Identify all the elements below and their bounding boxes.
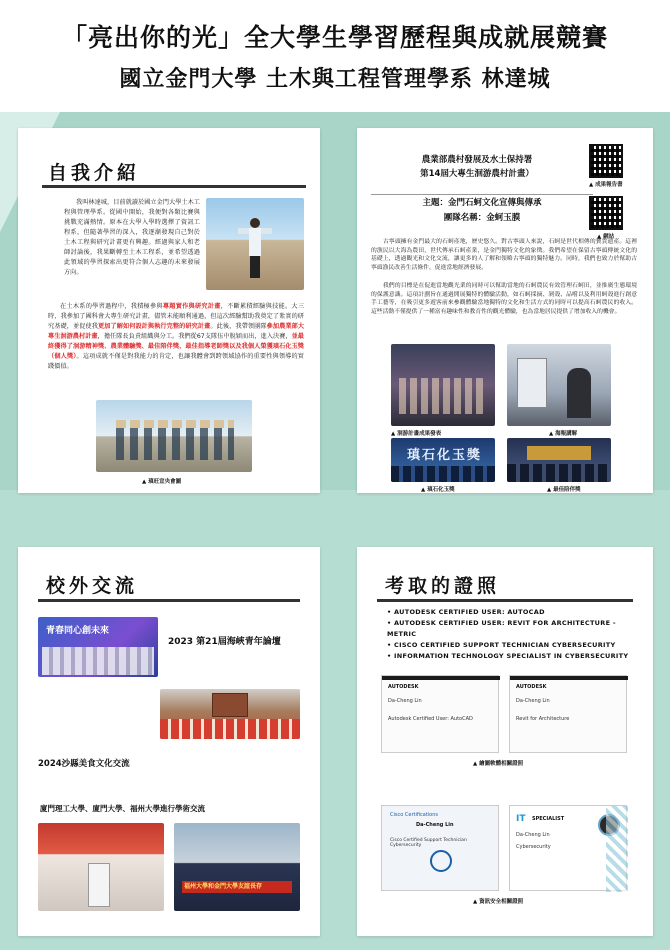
report-qr-code[interactable] (589, 144, 623, 178)
autocad-certificate: AUTODESK Da-Cheng Lin Autodesk Certified User: AutoCAD (381, 675, 499, 753)
forum-photo: 青春同心創未來 (38, 617, 158, 677)
companion-award-caption: ▲ 最佳陪伴獎 (547, 485, 581, 493)
intro-paragraph-1: 我叫林達城，目前就讀於國立金門大學土木工程與管理學系。從國中開始，我便對各類比賽與挑戰充滿熱情。原本在大學入學時選擇了資訊工程系，但隨著學習的深入，我逐漸發現自己對於土木工程與研究計畫更有興趣。經過與家人和老師討論後，我果斷轉至土木工程系，並希望透過此領域的學習探索出更符合個人志趣的未來發展方向。 (64, 199, 200, 276)
security-cert-caption: ▲ 資訊安全相關證照 (473, 897, 523, 905)
self-intro-title: 自我介紹 (48, 162, 141, 184)
self-intro-panel (18, 128, 320, 493)
presentation-caption: ▲ 洄游計畫成果發表 (391, 429, 441, 437)
program-paragraph-2: 我們的目標是在促進當地觀光業的同時可以幫助當地的石蚵農民有效管理石蚵田，並推廣生態環境的保護意識。這項計劃旨在通過開展獨特的體驗活動，如石蚵採摘、剝殼、品嚐以及利用蚵殼進行創意手工藝等，在吸引更多遊客前來參觀體驗當地獨特的文化和生活方式的同時可以提高石蚵農民的收入。這些活動不僅提供了一種富有趣味性和教育性的觀光體驗，也為當地居民提供了增加收入的機會。 (371, 283, 637, 315)
intro-paragraph-2: 在土木系的學習過程中，我積極參與專題實作與研究計畫，不斷累積經驗與技能。大三時，我參加了國科會大專生研究計畫，儘管未能順利通過，但這次經驗幫助我奠定了紮實的研究基礎，並促使我更加了解如何設計與執行完整的研究計畫。此後，我帶領團隊參加農業部大專生洄游農村計畫，擔任隊長負責組織與分工。我們從67支隊伍中脫穎而出，進入決賽，並最終獲得了洄游精神獎、農業體驗獎、最佳陪伴獎、最佳指導老師獎以及我個人榮獲瑱石化玉獎（個人獎）。這項成就不僅是對我能力的肯定，也讓我體會到跨領域協作的重要性與領導的實踐價值。 (48, 303, 305, 370)
exchange-title: 校外交流 (46, 575, 139, 597)
website-qr-code[interactable] (589, 196, 623, 230)
program-heading: 農業部農村發展及水土保持署 第14屆大專生洄游農村計畫） (420, 155, 534, 179)
report-qr-caption: ▲ 成果報告書 (589, 180, 623, 188)
exchange-panel (18, 547, 320, 936)
section-divider (38, 599, 300, 602)
cert-item: • AUTODESK CERTIFIED USER: AUTOCAD (387, 607, 637, 618)
poster-explain-caption: ▲ 海報講解 (549, 429, 577, 437)
poster-subtitle: 國立金門大學 土木與工程管理學系 林達城 (119, 67, 551, 92)
it-specialist-certificate: IT SPECIALIST Da-Cheng Lin Cybersecurity (509, 805, 627, 891)
cisco-certificate: Cisco Certifications Da-Cheng Lin Cisco Certified Support Technician Cybersecurity (381, 805, 499, 891)
rural-program-panel (357, 128, 653, 493)
cert-item: • CISCO CERTIFIED SUPPORT TECHNICIAN CYBERSECURITY (387, 640, 637, 651)
academic-exchange-label: 廈門理工大學、廈門大學、福州大學進行學術交流 (40, 804, 205, 813)
team-photo (96, 400, 252, 472)
team-photo-caption: ▲ 瑱旺宣央會圖 (142, 477, 181, 485)
cert-item: • AUTODESK CERTIFIED USER: REVIT FOR ARCHITECTURE - METRIC (387, 618, 637, 640)
section-divider (42, 185, 306, 188)
revit-certificate: AUTODESK Da-Cheng Lin Revit for Architecture (509, 675, 627, 753)
food-culture-label: 2024沙縣美食文化交流 (38, 759, 130, 769)
certification-list (387, 607, 637, 662)
certifications-panel (357, 547, 653, 936)
food-culture-photo (160, 689, 300, 739)
forum-label: 2023 第21屆海峽青年論壇 (168, 637, 281, 647)
team-topic: 主題：金門石蚵文化宣傳與傳承 團隊名稱：金蚵玉膜 (422, 198, 542, 223)
fuzhou-exchange-photo: 福州大學和金門大學友誼長存 (174, 823, 300, 911)
cert-item: • INFORMATION TECHNOLOGY SPECIALIST IN CYBERSECURITY (387, 651, 637, 662)
poster-header (0, 0, 670, 112)
program-paragraph-1: 古寧頭擁有金門最大的石蚵產地，歷史悠久。對古寧頭人來說，石蚵是世代相傳的寶貴遺產。這裡的漁民以大海為農田，世代傳承石蚵產業，是金門獨特文化的象徵。我們希望在保留古寧頭傳統文化的基礎上，透過觀光和文化交流，讓更多的人了解和領略古寧頭的獨特魅力。同時，我們也致力於幫助古寧頭漁民改善生活條件，促進當地經濟發展。 (371, 239, 637, 271)
section-divider (377, 599, 633, 602)
award-photo: 瑱石化玉獎 (391, 438, 495, 482)
companion-award-photo (507, 438, 611, 482)
presentation-photo (391, 344, 495, 426)
cisco-badge-icon (430, 850, 452, 872)
website-qr-caption: ▲ 網站 (597, 232, 614, 240)
xiamen-exchange-photo (38, 823, 164, 911)
portrait-photo (206, 198, 304, 290)
award-caption: ▲ 瑱石化玉獎 (421, 485, 455, 493)
poster-explain-photo (507, 344, 611, 426)
poster-title: 「亮出你的光」全大學生學習歷程與成就展競賽 (61, 23, 608, 52)
program-divider (371, 194, 593, 195)
certifications-title: 考取的證照 (385, 575, 501, 597)
drawing-cert-caption: ▲ 繪圖軟體相關證照 (473, 759, 523, 767)
